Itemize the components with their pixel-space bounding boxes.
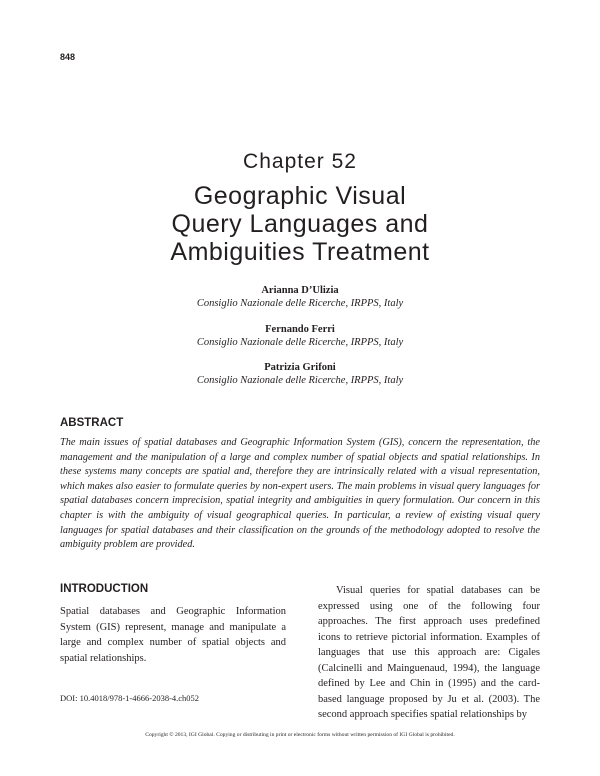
doi: DOI: 10.4018/978-1-4666-2038-4.ch052	[60, 693, 200, 703]
author-affiliation: Consiglio Nazionale delle Ricerche, IRPPS, Italy	[196, 337, 404, 348]
chapter-title	[0, 182, 600, 266]
author-block	[0, 284, 600, 310]
title-line: Geographic Visual	[193, 182, 407, 210]
chapter-label: Chapter 52	[243, 150, 357, 173]
copyright-notice: Copyright © 2013, IGI Global. Copying or distributing in print or electronic forms without written permission of IGI Global is prohibited.	[145, 732, 455, 738]
author-name: Fernando Ferri	[265, 324, 335, 335]
title-line: Query Languages and	[171, 210, 429, 238]
author-name: Arianna D’Ulizia	[261, 285, 339, 296]
author-block	[0, 361, 600, 387]
abstract-text: The main issues of spatial databases and Geographic Information System (GIS), concern the representation, the management and the manipulation of a large and complex number of spatial objects and spatial relationships. In these systems many concepts are spatial and, therefore they are intrinsically related with a visual representation, which makes also easier to formulate queries by non-expert users. The main problems in visual query languages for spatial databases concern imprecision, spatial integrity and ambiguities in query formulation. Our concern in this chapter is with the ambiguity of visual geographical queries. In particular, a review of existing visual query languages for spatial databases and their classification on the grounds of the methodology adopted to resolve the ambiguity problem are provided.	[60, 437, 540, 551]
author-block	[0, 323, 600, 349]
title-line: Ambiguities Treatment	[170, 238, 430, 266]
author-affiliation: Consiglio Nazionale delle Ricerche, IRPPS, Italy	[196, 375, 404, 386]
abstract-heading: ABSTRACT	[60, 417, 124, 429]
introduction-right-text: Visual queries for spatial databases can be expressed using one of the following four approaches. The first approach uses predefined icons to retrieve pictorial information. Examples of languages that use this approach are: Cigales (Calcinelli and Mainguenaud, 1994), the language defined by Lee and Chin in (1995) and the card-based language proposed by Ju et al. (2003). The second approach specifies spatial relationships by	[318, 585, 540, 720]
author-name: Patrizia Grifoni	[264, 362, 336, 373]
introduction-left-text: Spatial databases and Geographic Information System (GIS) represent, manage and manipulate a large and complex number of spatial objects and spatial relationships.	[60, 606, 286, 664]
author-affiliation: Consiglio Nazionale delle Ricerche, IRPPS, Italy	[196, 298, 404, 309]
page-number: 848	[60, 52, 76, 62]
introduction-heading: INTRODUCTION	[60, 583, 149, 595]
